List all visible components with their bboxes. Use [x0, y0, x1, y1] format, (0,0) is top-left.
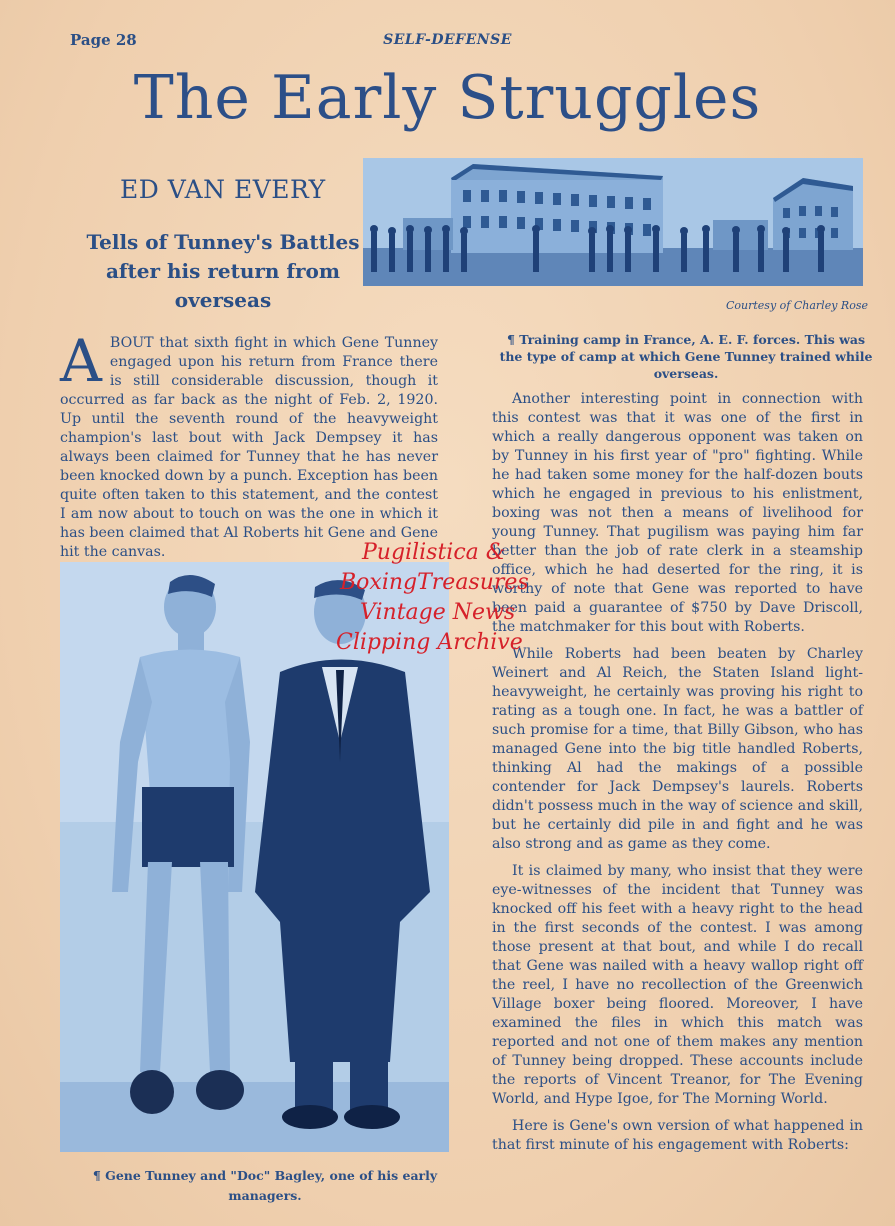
photo-credit: Courtesy of Charley Rose	[726, 299, 868, 312]
left-column	[60, 327, 438, 570]
article-subheading: Tells of Tunney's Battles after his return from overseas	[86, 230, 360, 312]
tunney-bagley-caption: ¶ Gene Tunney and "Doc" Bagley, one of his early managers.	[92, 1168, 438, 1203]
intro-paragraph	[60, 327, 438, 562]
page-number: Page 28	[70, 31, 137, 49]
training-camp-caption: ¶ Training camp in France, A. E. F. forces. This was the type of camp at which Gene Tunney trained while overseas.	[499, 332, 873, 381]
archive-watermark	[336, 538, 576, 658]
paragraph: Another interesting point in connection with this contest was that it was one of the first in which a really dangerous opponent was taken on by Tunney in his first year of "pro" fighting. While he had taken some money for the half-dozen bouts which he engaged in previous to his enlistment, boxing was not then a means of livelihood for young Tunney. That pugilism was paying him far better than the job of rate clerk in a steamship office, which he had deserted for the ring, it is worthy of note that Gene was reported to have been paid a guarantee of $750 by Dave Driscoll, the matchmaker for this bout with Roberts.	[492, 391, 863, 635]
training-camp-illustration	[363, 158, 863, 286]
article-title: The Early Struggles	[133, 63, 762, 133]
paragraph: It is claimed by many, who insist that they were eye-witnesses of the incident that Tunney was knocked off his feet with a heavy right to the head in the first seconds of the contest. I was among those present at that bout, and while I do recall that Gene was nailed with a heavy wallop right off the reel, I have no recollection of the Greenwich Village boxer being floored. Moreover, I have examined the files in which this match was reported and not one of them makes any mention of Tunney being dropped. These accounts include the reports of Vincent Treanor, for The Evening World, and Hype Igoe, for The Morning World.	[492, 863, 863, 1107]
watermark-line: Clipping Archive	[336, 630, 523, 655]
paragraph: While Roberts had been beaten by Charley Weinert and Al Reich, the Staten Island light-heavyweight, he certainly was proving his right to rating as a tough one. In fact, he was a battler of such promise for a time, that Billy Gibson, who has managed Gene into the big title handled Roberts, thinking Al had the makings of a possible contender for Jack Dempsey's laurels. Roberts didn't possess much in the way of science and skill, but he certainly did pile in and fight and he was also strong and as game as they come.	[492, 646, 863, 852]
intro-paragraph-text: BOUT that sixth fight in which Gene Tunney engaged upon his return from France there is still considerable discussion, though it occurred as far back as the night of Feb. 2, 1920. Up until the seventh round of the heavyweight champion's last bout with Jack Dempsey it has always been claimed for Tunney that he has never been knocked down by a punch. Exception has been quite often taken to this statement, and the contest I am now about to touch on was the one in which it has been claimed that Al Roberts hit Gene and Gene hit the canvas.	[60, 335, 438, 560]
watermark-line: Pugilistica &	[362, 540, 506, 565]
right-column	[492, 390, 863, 1163]
watermark-line: BoxingTreasures	[340, 570, 529, 595]
drop-cap: A	[60, 327, 102, 395]
watermark-line: Vintage News	[360, 600, 516, 625]
training-camp-photo	[363, 158, 863, 286]
running-title: SELF-DEFENSE	[383, 32, 512, 48]
paragraph: Here is Gene's own version of what happened in that first minute of his engagement with Roberts:	[492, 1118, 863, 1153]
author-byline: ED VAN EVERY	[120, 175, 326, 204]
